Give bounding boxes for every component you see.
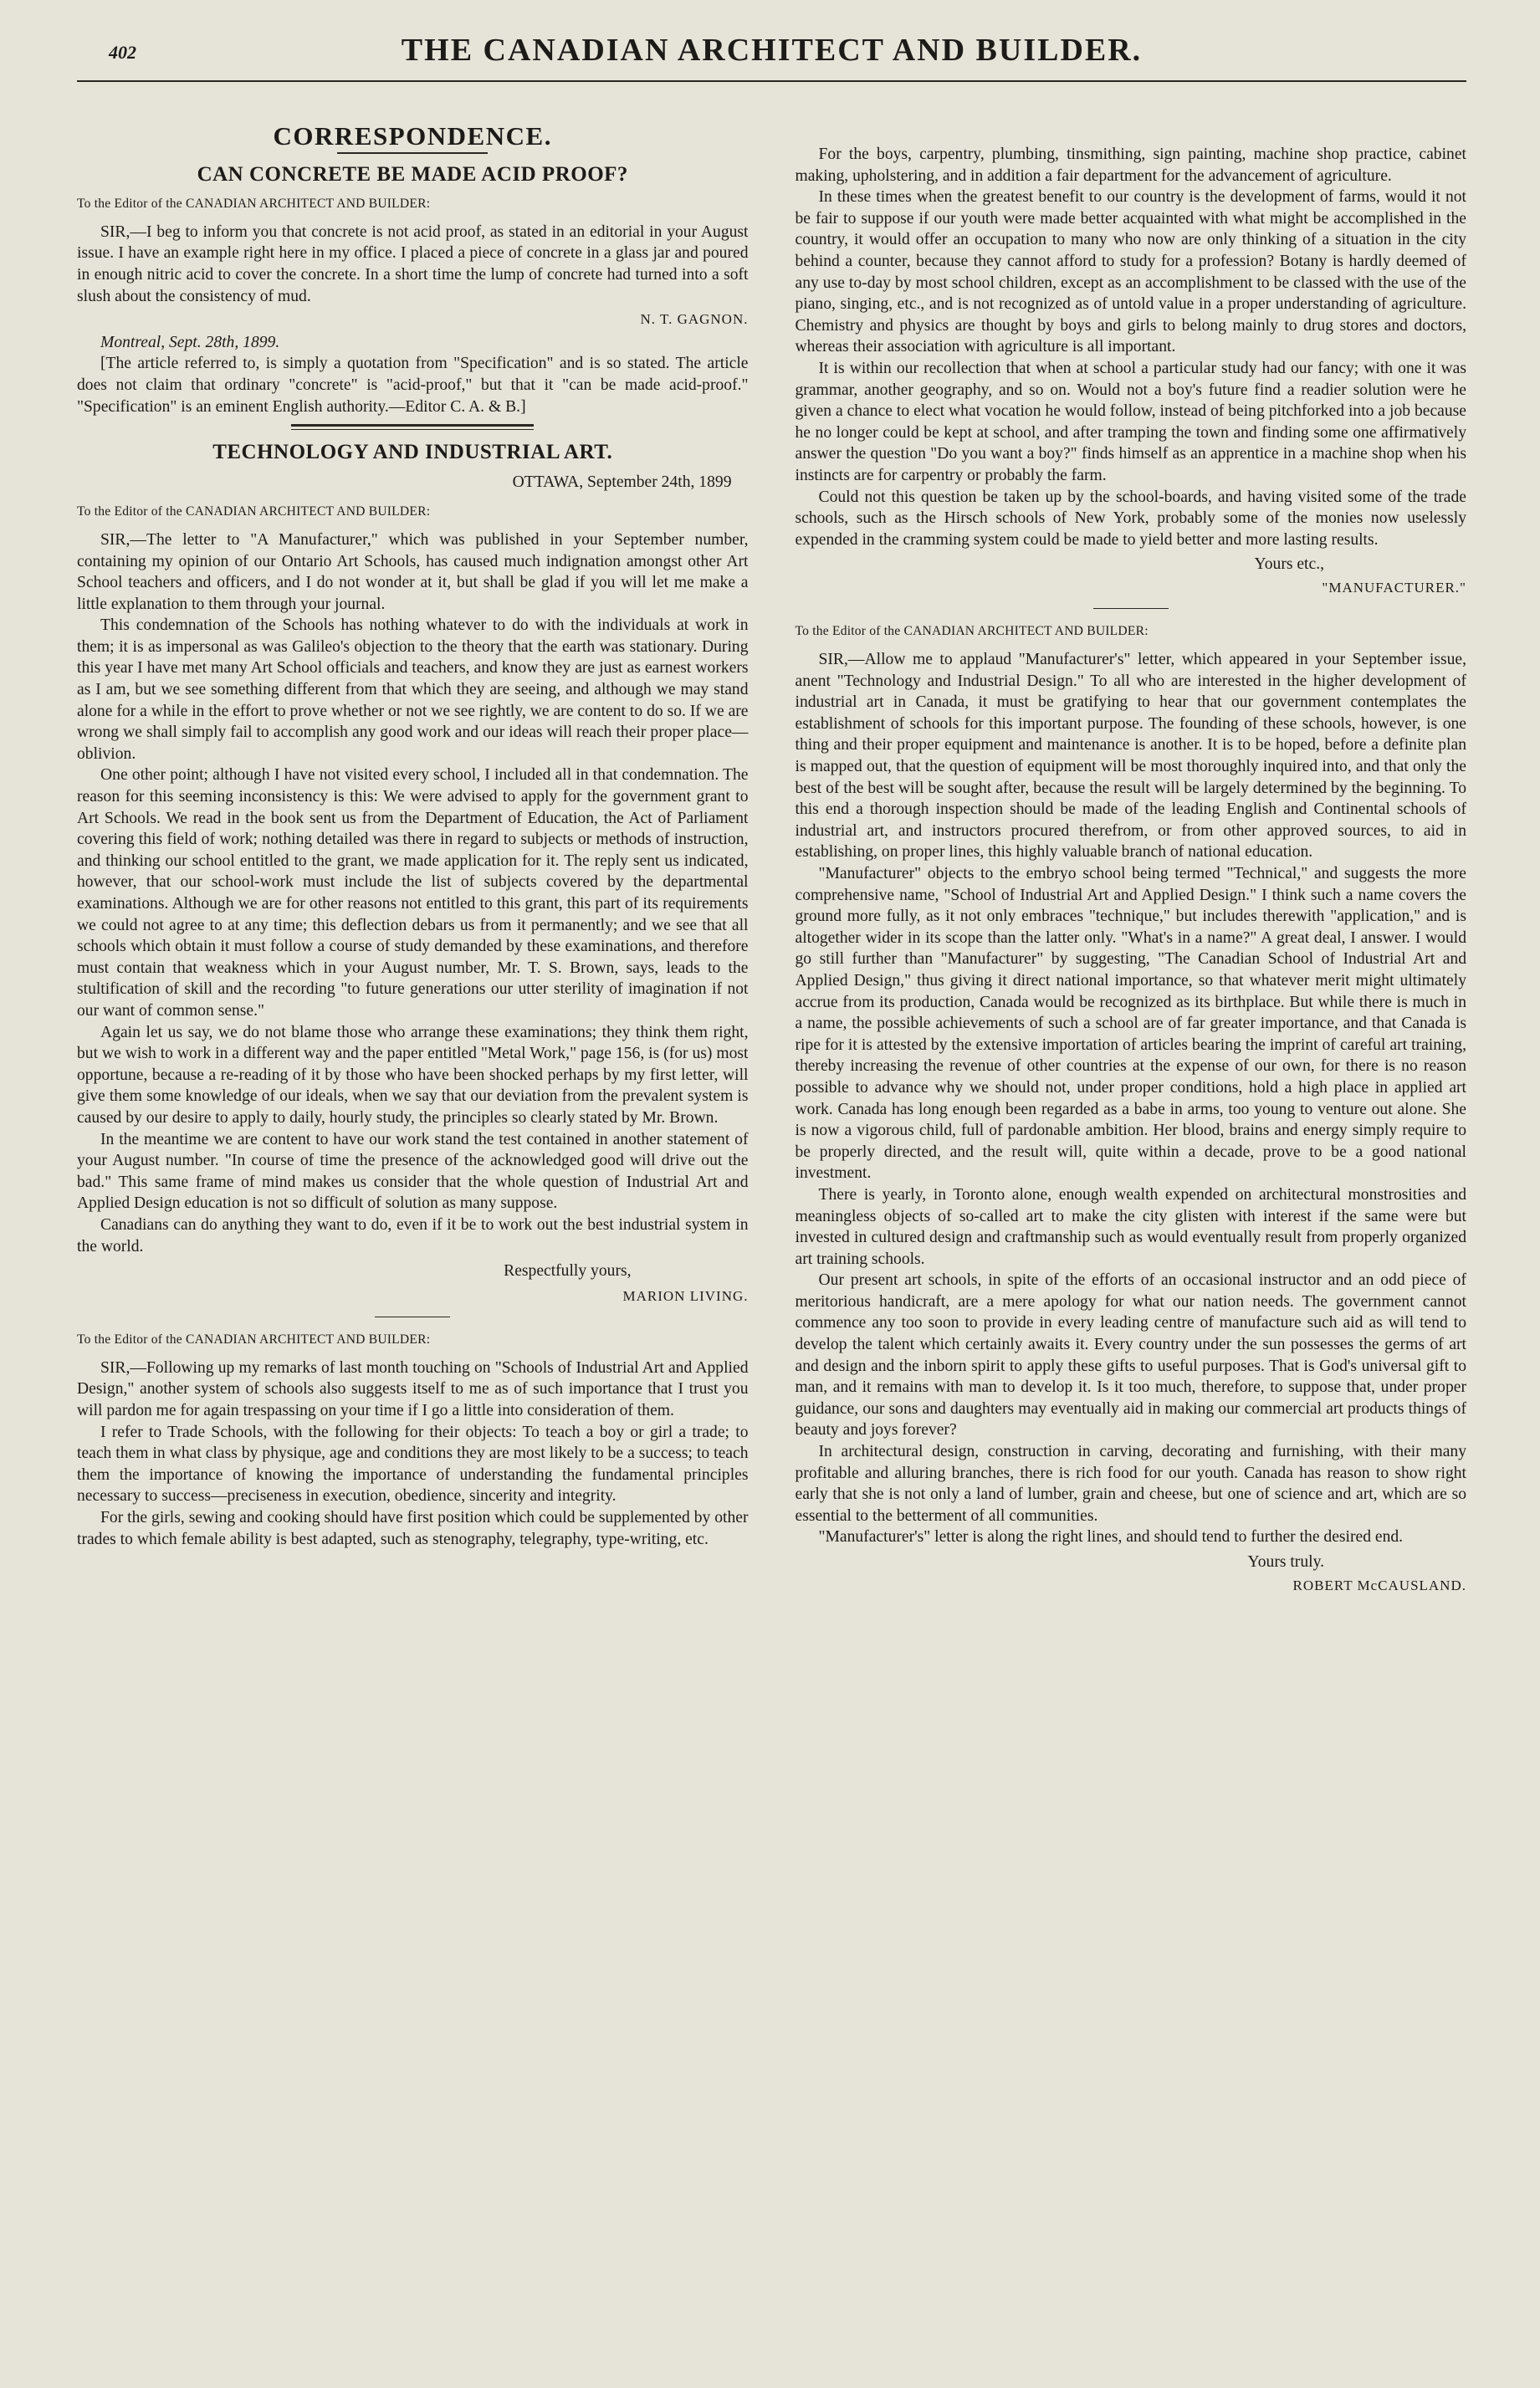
- letter4-paragraph: There is yearly, in Toronto alone, enough wealth expended on architectural monstrosities and meaningless objects of so-called art to make the city glisten with interest if the same were but invested in cultured design and craftmanship such as would eventually result from properly organized art training schools.: [795, 1185, 1466, 1268]
- right-column: [796, 94, 1467, 1598]
- letter1-signature: N. T. GAGNON.: [640, 311, 749, 328]
- letter1-title: CAN CONCRETE BE MADE ACID PROOF?: [197, 162, 628, 186]
- letter3-paragraph: It is within our recollection that when at school a particular study had our fancy; with one it was grammar, another geography, and so on. Would not a boy's future find a readier solution were he given a chance to elect what vocation he would follow, instead of being pitchforked into a job because he no longer could be kept at school, and after tramping the town and finding some one affirmatively answer the question "Do you want a boy?" finds himself as an apprentice in a machine shop when his instincts are for carpentry or probably the farm.: [795, 359, 1466, 484]
- letter3-salutation: To the Editor of the CANADIAN ARCHITECT AND BUILDER:: [77, 1332, 431, 1347]
- letter3-paragraph: In these times when the greatest benefit to our country is the development of farms, would it not be fair to suppose if our youth were made better acquainted with what might be accomplished in the country, it would offer an occupation to many who now are only thinking of a situation in the city behind a counter, because they cannot afford to study for a profession? Botany is hardly deemed of any use to-day by most school children, except as an accomplishment to be classed with the use of the piano, singing, etc., and is not recognized as of untold value in a proper understanding of agriculture. Chemistry and physics are thought by boys and girls to belong mainly to drug stores and doctors, whereas their association with agriculture is all important.: [795, 188, 1466, 356]
- divider-rule: [291, 424, 534, 430]
- letter3-paragraph: For the girls, sewing and cooking should have first position which could be supplemented by other trades to which female ability is best adapted, such as stenography, telegraphy, type-writing, etc.: [77, 1509, 749, 1548]
- letter1-salutation: To the Editor of the CANADIAN ARCHITECT AND BUILDER:: [77, 197, 431, 212]
- editor-note: [The article referred to, is simply a quotation from "Specification" and is so stated. The article does not claim that ordinary "concrete" is "acid-proof," but that it "can be made acid-proof." "Specification" is an eminent English authority.—Editor C. A. & B.]: [77, 355, 749, 416]
- letter3-paragraph: I refer to Trade Schools, with the following for their objects: To teach a boy or girl a trade; to teach them in what class by physique, age and conditions they are most likely to be a success; to teach them the importance of knowing the importance of understanding the fundamental principles necessary to success—preciseness in execution, obedience, sincerity and integrity.: [77, 1423, 749, 1506]
- letter-separator: [1093, 608, 1169, 609]
- letter4-paragraph: In architectural design, construction in carving, decorating and furnishing, with their many profitable and alluring branches, there is rich food for our youth. Canada has reason to show right early that she is not only a land of lumber, grain and cheese, but one of science and art, which are so essential to the betterment of all communities.: [795, 1443, 1466, 1525]
- section-rule: [337, 152, 488, 154]
- letter2-title: TECHNOLOGY AND INDUSTRIAL ART.: [212, 441, 613, 464]
- letter2-paragraph: One other point; although I have not visited every school, I included all in that condemnation. The reason for this seeming inconsistency is this: We were advised to apply for the government grant to Art Schools. We read in the book sent us from the Department of Education, the Act of Parliament covering this field of work; nothing detailed was there in regard to subjects or methods of instruction, and thinking our school entitled to the grant, we made application for it. The reply sent us indicated, however, that our school-work must include the list of subjects covered by the departmental examinations. Although we are for other reasons not entitled to this grant, this part of its requirements we could not agree to at any time; this deflection debars us from it permanently; and we see that all schools which obtain it must follow a course of study demanded by these examinations, and therefore must contain that weakness which in your August number, Mr. T. S. Brown, says, leads to the stultification of skill and the recording "to future generations our utter sterility of imagination if not our want of common sense.": [77, 766, 749, 1020]
- left-column: [77, 94, 749, 1598]
- letter2-paragraph: SIR,—The letter to "A Manufacturer," which was published in your September number, containing my opinion of our Ontario Art Schools, has caused much indignation amongst other Art School teachers and officers, and I do not wonder at it, but shall be glad if you will let me make a little explanation to them through your journal.: [77, 530, 749, 613]
- letter2-paragraph: This condemnation of the Schools has nothing whatever to do with the individuals at work in them; it is as impersonal as was Galileo's objection to the theory that the earth was stationary. During this year I have met many Art School officials and teachers, and know they are just as earnest workers as I am, but we see something different from that which they are seeing, and although we may stand alone for a while in the effort to prove whether or not we see rightly, we are content to do so. If we are wrong we shall simply fail to accomplish any good work and our ideas will reach their proper place—oblivion.: [77, 616, 749, 763]
- letter4-paragraph: Our present art schools, in spite of the efforts of an occasional instructor and an odd piece of meritorious handicraft, are a mere apology for what our nation needs. The government cannot commence any too soon to provide in every leading centre of manufacture such aid as will tend to develop the talent which certainly awaits it. Every country under the sun possesses the germs of art and design and the inborn spirit to apply these gifts to useful purposes. That is God's universal gift to man, and it remains with man to develop it. Is it too much, therefore, to suppose that, under proper guidance, our sons and daughters may eventually aid in making our commercial art products things of beauty and joys forever?: [795, 1271, 1466, 1439]
- page-number: 402: [109, 42, 136, 63]
- letter3-signature: "MANUFACTURER.": [1322, 579, 1466, 596]
- letter4-sign-off: Yours truly.: [1247, 1553, 1324, 1571]
- letter3-paragraph: For the boys, carpentry, plumbing, tinsmithing, sign painting, machine shop practice, cabinet making, upholstering, and in addition a fair department for the advancement of agriculture.: [795, 146, 1466, 185]
- letter2-dateline: OTTAWA, September 24th, 1899: [512, 473, 732, 491]
- letter1-body: SIR,—I beg to inform you that concrete is not acid proof, as stated in an editorial in your August issue. I have an example right here in my office. I placed a piece of concrete in a glass jar and poured in enough nitric acid to cover the concrete. In a short time the lump of concrete had turned into a soft slush about the consistency of mud.: [77, 222, 749, 305]
- letter1-place-date: Montreal, Sept. 28th, 1899.: [100, 333, 280, 351]
- letter3-sign-off: Yours etc.,: [1254, 555, 1324, 574]
- letter2-paragraph: Again let us say, we do not blame those who arrange these examinations; they think them right, but we wish to work in a different way and the paper entitled "Metal Work," page 156, is (for us) most opportune, because a re-reading of it by those who have been shocked perhaps by my first letter, will give them some knowledge of our ideals, when we say that our deviation from the prevalent system is caused by our desire to apply to daily, hourly study, the principles so clearly stated by Mr. Brown.: [77, 1023, 749, 1127]
- letter4-signature: ROBERT McCAUSLAND.: [1292, 1577, 1466, 1593]
- letter4-paragraph: "Manufacturer" objects to the embryo school being termed "Technical," and suggests the more comprehensive name, "School of Industrial Art and Applied Design." I think such a name covers the ground more fully, as it not only embraces "technique," but includes therewith "application," and is altogether wider in its scope than the latter only. "What's in a name?" A great deal, I answer. I would go still further than "Manufacturer" by suggesting, "The Canadian School of Industrial Art and Applied Design," thus giving it direct national importance, so that whatever merit might ultimately accrue from its production, Canada would be recognized as its birthplace. But while there is much in a name, the possible achievements of such a school are of far greater importance, and that Canada is ripe for it is attested by the extensive importation of articles bearing the imprint of careful art training, thereby increasing the revenue of other countries at the expense of our own, for there is no reason possible to advance why we should not, under proper conditions, hold a high place in applied art work. Canada has long enough been regarded as a babe in arms, too young to venture out alone. She is now a vigorous child, full of pardonable ambition. Her blood, brains and energy simply require to be properly directed, and the result will, quite within a decade, prove to be a good national investment.: [795, 865, 1466, 1183]
- letter4-salutation: To the Editor of the CANADIAN ARCHITECT AND BUILDER:: [795, 624, 1149, 639]
- letter2-signature: MARION LIVING.: [622, 1287, 749, 1304]
- text-columns: [77, 94, 1466, 1598]
- running-head: [77, 32, 1466, 79]
- journal-title: THE CANADIAN ARCHITECT AND BUILDER.: [401, 33, 1143, 68]
- section-title: CORRESPONDENCE.: [273, 121, 552, 151]
- letter2-paragraph: Canadians can do anything they want to do, even if it be to work out the best industrial system in the world.: [77, 1215, 749, 1255]
- letter4-paragraph: "Manufacturer's" letter is along the right lines, and should tend to further the desired end.: [818, 1528, 1404, 1547]
- letter4-paragraph: SIR,—Allow me to applaud "Manufacturer's" letter, which appeared in your September issue, anent "Technology and Industrial Design." To all who are interested in the higher development of industrial art in Canada, it must be gratifying to hear that our government contemplates the establishment of schools for this important purpose. The founding of these schools, however, is one thing and their proper equipment and maintenance is another. It is to be hoped, before a definite plan is mapped out, that the question of equipment will be most thoroughly inquired into, and that only the best of the best will be sought after, because the result will be largely determined by the beginning. To this end a thorough inspection should be made of the leading English and Continental schools of industrial art, and instructors procured therefrom, or from other approved sources, to aid in establishing, on proper lines, this highly valuable branch of national education.: [795, 651, 1466, 862]
- letter3-paragraph: Could not this question be taken up by the school-boards, and having visited some of the trade schools, such as the Hirsch schools of New York, probably some of the monies now uselessly expended in the cramming system could be made to yield better and more lasting results.: [795, 488, 1466, 549]
- letter3-paragraph: SIR,—Following up my remarks of last month touching on "Schools of Industrial Art and Applied Design," another system of schools also suggests itself to me as of such importance that I trust you will pardon me for again trespassing on your time if I go a little into consideration of them.: [77, 1358, 749, 1420]
- letter2-sign-off: Respectfully yours,: [504, 1262, 632, 1281]
- header-rule: [77, 80, 1466, 82]
- letter2-paragraph: In the meantime we are content to have our work stand the test contained in another statement of your August number. "In course of time the presence of the acknowledged good will drive out the bad." This same frame of mind makes us consider that the whole question of Industrial Art and Applied Design education is not so difficult of solution as many suppose.: [77, 1130, 749, 1213]
- letter2-salutation: To the Editor of the CANADIAN ARCHITECT AND BUILDER:: [77, 504, 431, 519]
